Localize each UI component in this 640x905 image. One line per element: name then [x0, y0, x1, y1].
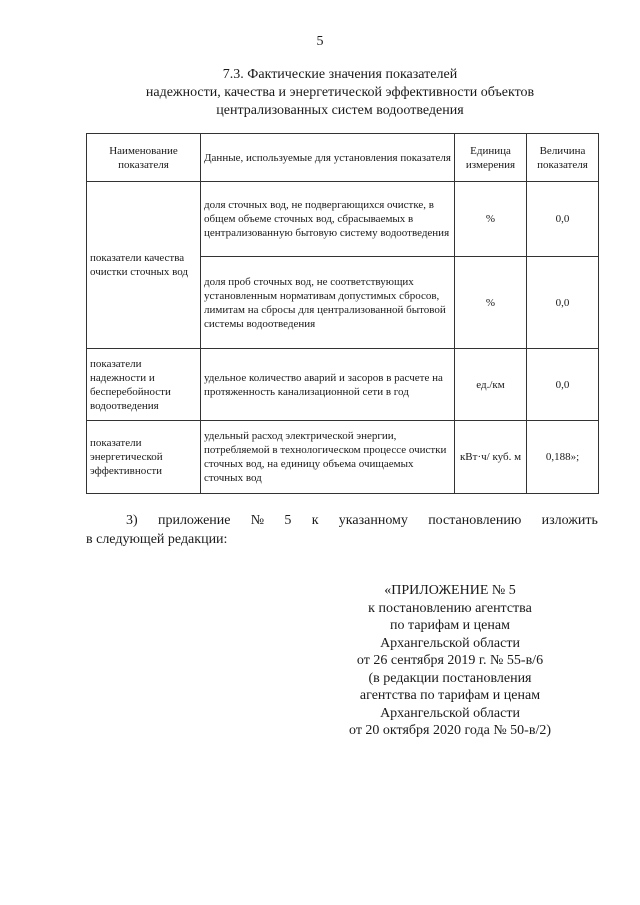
header-value: Величина показателя [527, 134, 599, 182]
paragraph-word: указанному [338, 513, 408, 528]
indicator-unit: ед./км [455, 349, 527, 421]
indicators-table [86, 133, 599, 494]
indicator-group-name: показатели энергетической эффективности [87, 421, 201, 494]
section-title-line: централизованных систем водоотведения [216, 103, 464, 118]
indicator-data: удельное количество аварий и засоров в расчете на протяженность канализационной сети в год [201, 349, 455, 421]
indicator-value: 0,0 [527, 349, 599, 421]
indicator-value: 0,0 [527, 182, 599, 257]
indicator-unit: % [455, 257, 527, 349]
paragraph-word: 3) [126, 513, 138, 528]
paragraph-line [86, 511, 598, 530]
indicator-data: удельный расход электрической энергии, потребляемой в технологическом процессе очистки сточных вод, на единицу объема очищаемых сточных вод [201, 421, 455, 494]
table-row [87, 349, 599, 421]
appendix-line: «ПРИЛОЖЕНИЕ № 5 [384, 583, 516, 598]
header-indicator-name: Наименование показателя [87, 134, 201, 182]
page-number: 5 [316, 34, 324, 49]
paragraph-word: приложение [157, 513, 231, 528]
indicator-unit: % [455, 182, 527, 257]
indicator-data: доля сточных вод, не подвергающихся очистке, в общем объеме сточных вод, сбрасываемых в централизованную бытовую систему водоотведения [201, 182, 455, 257]
section-title-line: надежности, качества и энергетической эффективности объектов [145, 85, 535, 100]
appendix-line: (в редакции постановления [368, 670, 532, 686]
table-row [87, 421, 599, 494]
indicator-group-name: показатели качества очистки сточных вод [87, 182, 201, 349]
appendix-line: по тарифам и ценам [390, 618, 510, 633]
paragraph-word: № [250, 513, 265, 528]
section-title [60, 66, 620, 120]
section-title-line: 7.3. Фактические значения показателей [222, 67, 458, 82]
indicator-value: 0,0 [527, 257, 599, 349]
paragraph-word: постановлению [428, 513, 522, 528]
table-row [87, 182, 599, 257]
header-data: Данные, используемые для установления показателя [201, 134, 455, 182]
indicator-value: 0,188»; [527, 421, 599, 494]
indicator-unit: кВт·ч/ куб. м [455, 421, 527, 494]
appendix-header [330, 582, 570, 740]
paragraph-word: к [311, 513, 319, 528]
appendix-line: Архангельской области [380, 705, 520, 721]
paragraph-line: в следующей редакции: [86, 532, 228, 547]
indicator-group-name: показатели надежности и бесперебойности водоотведения [87, 349, 201, 421]
appendix-line: к постановлению агентства [368, 600, 532, 616]
table-header-row [87, 134, 599, 182]
appendix-line: от 26 сентября 2019 г. № 55-в/6 [356, 653, 544, 668]
header-unit: Единица измерения [455, 134, 527, 182]
appendix-line: агентства по тарифам и ценам [359, 688, 541, 703]
paragraph-word: 5 [284, 513, 292, 528]
indicator-data: доля проб сточных вод, не соответствующих установленным нормативам допустимых сбросов, лимитам на сбросы для централизованной бытовой системы водоотведения [201, 257, 455, 349]
appendix-line: Архангельской области [380, 635, 520, 651]
paragraph-word: изложить [541, 513, 598, 528]
appendix-line: от 20 октября 2020 года № 50-в/2) [349, 723, 551, 738]
